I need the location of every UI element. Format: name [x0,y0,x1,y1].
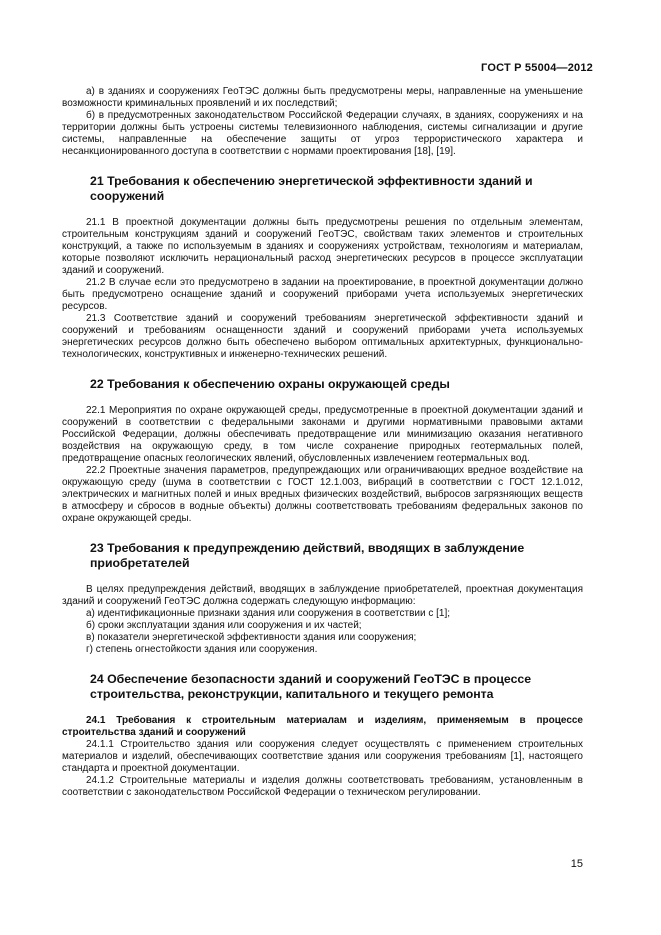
section-24-title: 24 Обеспечение безопасности зданий и сооружений ГеоТЭС в процессе строительства, реконструкции, капитального и текущего ремонта [90,672,532,701]
section-23-intro: В целях предупреждения действий, вводящих в заблуждение приобретателей, проектная документация зданий и сооружений ГеоТЭС должна содержать следующую информацию: [62,584,583,607]
para-22-2: 22.2 Проектные значения параметров, предупреждающих или ограничивающих вредное воздействие на окружающую среду (шума в соответствии с ГОСТ 12.1.003, вибраций в соответствии с ГОСТ 12.1.012, электрических и магнитных полей и иных вредных физических воздействий, выбросов загрязняющих веществ в атмосферу и сбросов в водные объекты) должны соответствовать требованиям федеральных законов по охране окружающей среды. [62,465,583,524]
para-21-1: 21.1 В проектной документации должны быть предусмотрены решения по отдельным элементам, строительным конструкциям зданий и сооружений ГеоТЭС, свойствам таких элементов и строительных конструкций, а также по используемым в зданиях и сооружениях устройствам, технологиям и материалам, которые позволяют исключить нерациональный расход энергетических ресурсов в процессе эксплуатации зданий и сооружений. [62,217,583,276]
intro-item-b: б) в предусмотренных законодательством Российской Федерации случаях, в зданиях, сооружениях и на территории должны быть устроены системы телевизионного наблюдения, системы сигнализации и другие системы, направленные на обеспечение защиты от угроз террористического характера и несанкционированного доступа в соответствии с нормами проектирования [18], [19]. [62,110,583,157]
para-21-2: 21.2 В случае если это предусмотрено в задании на проектирование, в проектной документации должно быть предусмотрено оснащение зданий и сооружений приборами учета используемых энергетических ресурсов. [62,277,583,312]
section-21-title: 21 Требования к обеспечению энергетической эффективности зданий и сооружений [90,174,533,203]
section-22-title: 22 Требования к обеспечению охраны окружающей среды [90,377,450,391]
para-22-1: 22.1 Мероприятия по охране окружающей среды, предусмотренные в проектной документации зданий и сооружений в соответствии с федеральными законами и другими нормативными правовыми актами Российской Федерации, должны обеспечивать предотвращение или минимизацию оказания негативного воздействия на окружающую среду, в том числе сохранение природных геотермальных полей, предотвращение опасных геологических явлений, обусловленных извлечением геотермальных вод. [62,405,583,464]
page-content [62,86,583,799]
para-24-1-2: 24.1.2 Строительные материалы и изделия должны соответствовать требованиям, установленным в соответствии с законодательством Российской Федерации о техническом регулировании. [62,775,583,798]
list-item-b: б) сроки эксплуатации здания или сооружения и их частей; [86,620,362,631]
intro-item-a: а) в зданиях и сооружениях ГеоТЭС должны быть предусмотрены меры, направленные на уменьшение возможности криминальных проявлений и их последствий; [62,86,583,109]
para-24-1-1: 24.1.1 Строительство здания или сооружения следует осуществлять с применением строительных материалов и изделий, обеспечивающих соответствие здания или сооружения требованиям [1], настоящего стандарта и проектной документации. [62,739,583,774]
list-item-c: в) показатели энергетической эффективности здания или сооружения; [86,632,417,643]
subsection-24-1-title: 24.1 Требования к строительным материалам и изделиям, применяемым в процессе строительства зданий и сооружений [62,715,583,738]
list-item-d: г) степень огнестойкости здания или сооружения. [86,644,318,655]
para-21-3: 21.3 Соответствие зданий и сооружений требованиям энергетической эффективности зданий и сооружений и требованиям оснащенности зданий и сооружений приборами учета используемых энергетических ресурсов должно быть обеспечено выбором оптимальных архитектурных, функционально-технологических, конструктивных и инженерно-технических решений. [62,313,583,360]
list-item-a: а) идентификационные признаки здания или сооружения в соответствии с [1]; [86,608,451,619]
section-23-title: 23 Требования к предупреждению действий, вводящих в заблуждение приобретателей [90,541,525,570]
page-number: 15 [570,858,583,870]
standard-code: ГОСТ Р 55004—2012 [481,62,593,74]
